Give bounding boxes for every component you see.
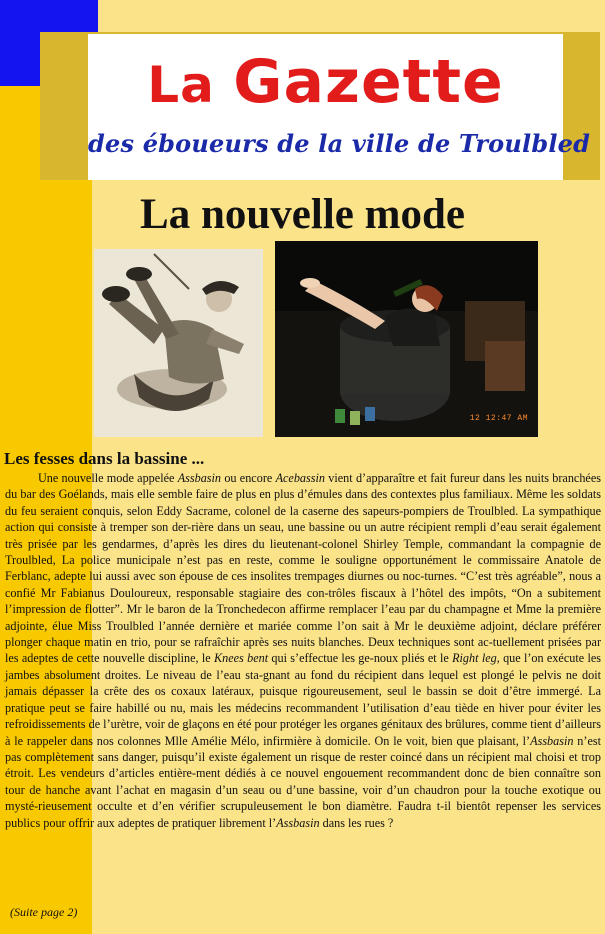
page-headline: La nouvelle mode (140, 191, 465, 238)
term-right-leg: Right leg, (452, 651, 500, 666)
newspaper-title (88, 47, 563, 117)
masthead-logo (88, 34, 591, 180)
article-text: n’est pas complètement sans danger, puisqu’il existe également un risque de rester coincé dans un récipient mal choisi et trop étroit. Les vendeurs d’articles entière-ment dédiés à ce nouvel engouement recommandent donc de bien connaître son tour de hanche avant l’achat en magasin d’un seau ou d’une bassine, voir d’un chaudron pour la touche exotique ou mysté-rieusement occulte et d’en vérifier scrupuleusement le bon diamètre. Faudra t-il bientôt repenser les services publics pour offrir aux adeptes de pratiquer librement l’ (5, 733, 601, 830)
vintage-soldier-illustration (94, 249, 263, 437)
barrel-night-scene (275, 241, 538, 437)
term-assbasin: Assbasin (530, 733, 574, 748)
article-title: Les fesses dans la bassine ... (4, 449, 205, 468)
article-text: vient d’apparaître et fait fureur dans les nuits branchées du bar des Goélands, mais elle semble faire de plus en plus d’émules dans des contextes plus familiaux. Même les soldats du feu seraient conquis, selon Eddy Sacrame, colonel de la caserne des sapeurs-pompiers de Troulbled. La sympathique action qui consiste à tremper son der-rière dans un seau, une bassine ou un autre récipient rempli d’eau serait également très prisée par les gendarmes, d’après les dires du lieutenant-colonel Shirley Temple, commandant la compagnie de Troulbled, La police municipale n’est pas en reste, comme le souligne opportunément le commissaire Anatole de Ferblanc, adepte lui aussi avec son épouse de ces insolites trempages diurnes ou noc-turnes. “C’est très agréable”, nous a confié Mr Fabianus Douloureux, responsable stagiaire des con-trôles fiscaux à l’hôtel des impôts, “On a subitement l’impression de flotter”. Mr le baron de la Tronchedecon affirme remplacer l’eau par du champagne et Mme la première adjointe, élue Miss Troulbled l’année dernière et mariée comme l’on sait à Mr le deuxième adjoint, déclare préférer plonger chaque matin en trio, pour se rafraîchir après ses nuits blanches. Deux techniques sont ac-tuellement prisées par les adeptes de cette nouvelle discipline, le (5, 471, 601, 666)
article-text: que l’on exécute les jambes absolument droites. Le niveau de l’eau sta-gnant au fond du récipient dans lequel est plongé le pelvis ne doit jamais dépasser la crête des os coxaux latéraux, puisque rigoureusement, seul le bassin se doit d’être immergé. La pratique peut se faire habillé ou nu, mais les médecins recommandent l’utilisation d’eau tiède en hiver pour éviter les refroidissements de l’urètre, voir de glaçons en été pour protéger les organes génitaux des brûlures, comme tient d’ailleurs à le rappeler dans nos colonnes Mlle Amélie Mélo, infirmière à domicile. On le voit, bien que plaisant, l’ (5, 651, 601, 748)
article-text: ou encore (221, 471, 276, 485)
title-main: Gazette (233, 47, 504, 117)
title-prefix: La (147, 56, 215, 114)
article-text: qui s’effectue les ge-noux pliés et le (268, 651, 453, 666)
vintage-soldier-photo (94, 249, 263, 437)
article-text: Une nouvelle mode appelée (37, 471, 178, 485)
term-assbasin: Assbasin (276, 815, 320, 830)
newspaper-tagline: des éboueurs de la ville de Troulbled (88, 129, 591, 158)
term-acebassin: Acebassin (275, 471, 325, 485)
photo-timestamp: 12 12:47 AM (469, 414, 528, 423)
article-text: dans les rues ? (319, 815, 394, 830)
barrel-photo (275, 241, 538, 437)
term-knees-bent: Knees bent (214, 651, 269, 666)
continued-note: (Suite page 2) (10, 905, 78, 919)
term-assbasin: Assbasin (177, 471, 222, 485)
article-body (5, 470, 601, 831)
